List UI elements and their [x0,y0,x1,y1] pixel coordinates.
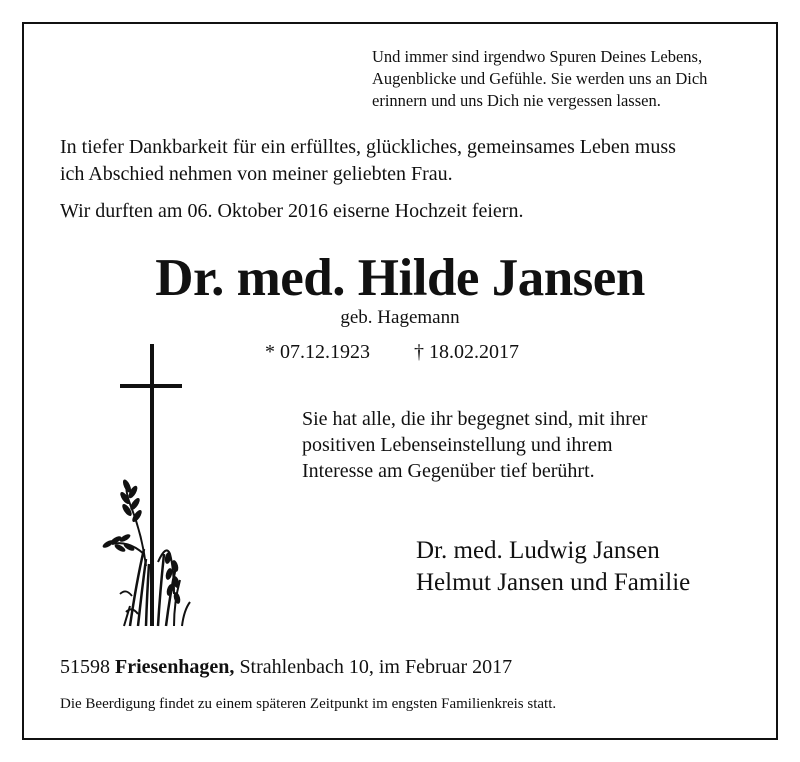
tribute-line: positiven Lebenseinstellung und ihrem [302,434,613,456]
poem-line: erinnern und uns Dich nie vergessen lassen. [372,91,661,110]
tribute-line: Interesse am Gegenüber tief berührt. [302,460,595,482]
mourner-name: Dr. med. Ludwig Jansen [416,537,660,564]
funeral-note: Die Beerdigung findet zu einem späteren Zeitpunkt im engsten Familienkreis statt. [60,696,557,712]
place-and-date [60,654,512,680]
intro-line: ich Abschied nehmen von meiner geliebten Frau. [60,163,453,185]
mourner-name: Helmut Jansen und Familie [416,569,691,596]
tribute-text [302,406,647,484]
intro-line: In tiefer Dankbarkeit für ein erfülltes, glückliches, gemeinsames Leben muss [60,136,676,158]
poem-line: Und immer sind irgendwo Spuren Deines Lebens, [372,47,703,66]
memorial-poem [372,46,707,112]
birth-name: geb. Hagemann [340,307,460,328]
tribute-line: Sie hat alle, die ihr begegnet sind, mit ihrer [302,408,648,430]
cross-with-wheat-icon [100,344,196,632]
mourners [416,535,690,599]
death-date: † 18.02.2017 [414,341,519,363]
poem-line: Augenblicke und Gefühle. Sie werden uns an Dich [372,69,708,88]
anniversary-text: Wir durften am 06. Oktober 2016 eiserne Hochzeit feiern. [60,200,524,222]
deceased-name: Dr. med. Hilde Jansen [155,249,645,307]
life-dates [265,340,519,364]
postal-code: 51598 [60,656,110,678]
intro-text [60,134,676,188]
town-name: Friesenhagen, [115,656,235,678]
address-and-date: Strahlenbach 10, im Februar 2017 [239,656,513,678]
birth-date: * 07.12.1923 [265,341,370,363]
